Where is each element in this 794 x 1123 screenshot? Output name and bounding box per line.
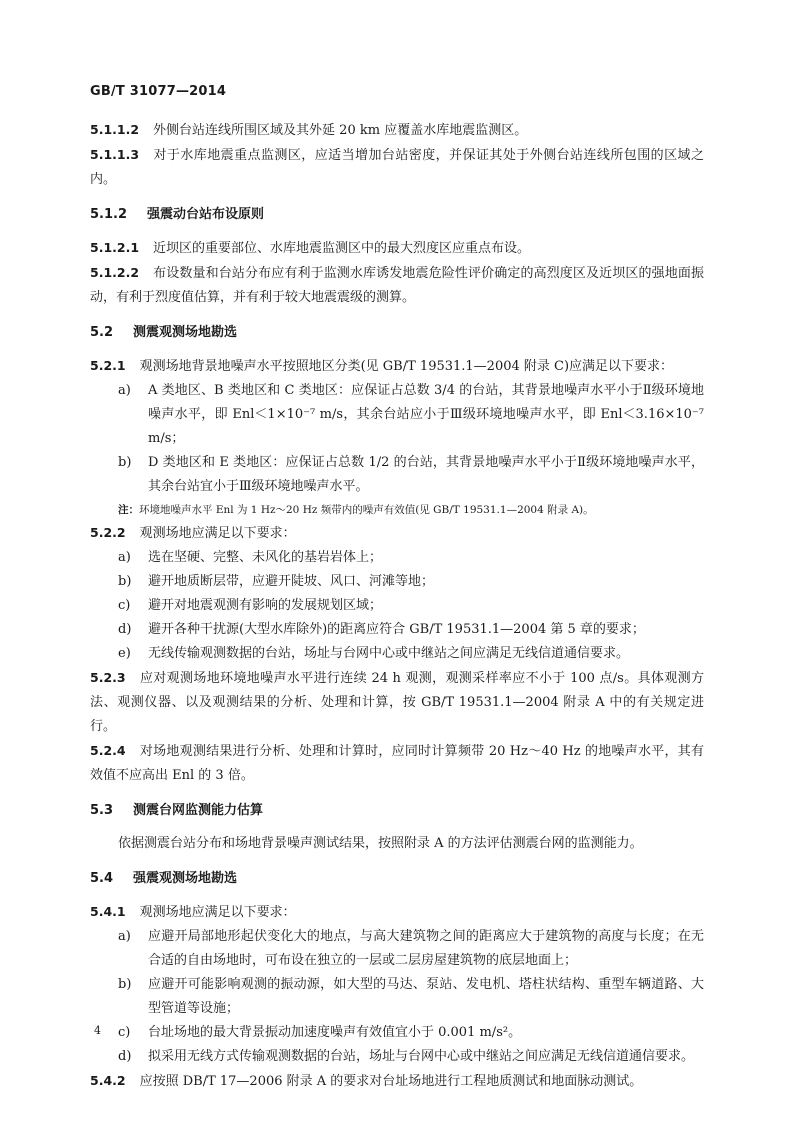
clause-number: 5.1.2.1 — [90, 240, 140, 255]
list-marker: d) — [118, 622, 132, 637]
section-heading — [90, 322, 704, 344]
clause-text: 近坝区的重要部位、水库地震监测区中的最大烈度区应重点布设。 — [153, 241, 531, 256]
clause-paragraph — [90, 143, 704, 192]
clause-paragraph — [90, 354, 704, 379]
list-item-text: 避开各种干扰源(大型水库除外)的距离应符合 GB/T 19531.1—2004 第 5 章的要求； — [148, 622, 645, 637]
clause-paragraph — [90, 666, 704, 739]
clause-text: 对于水库地震重点监测区，应适当增加台站密度，并保证其处于外侧台站连线所包围的区域之内。 — [90, 148, 704, 187]
section-heading — [90, 204, 704, 226]
clause-text: 应对观测场地环境地噪声水平进行连续 24 h 观测，观测采样率应不小于 100 点/s。具体观测方法、观测仪器、以及观测结果的分析、处理和计算，按 GB/T 19531.1—2004 附录 A 中的有关规定进行。 — [90, 671, 704, 734]
indented-paragraph: 依据测震台站分布和场地背景噪声测试结果，按照附录 A 的方法评估测震台网的监测能力。 — [118, 836, 643, 851]
clause-text: 外侧台站连线所围区域及其外延 20 km 应覆盖水库地震监测区。 — [153, 123, 528, 138]
section-title: 强震动台站布设原则 — [147, 207, 265, 222]
page-number: 4 — [94, 1024, 101, 1037]
list-item-text: 无线传输观测数据的台站，场址与台网中心或中继站之间应满足无线信道通信要求。 — [148, 646, 630, 661]
section-title: 强震观测场地勘选 — [133, 871, 238, 886]
list-item-text: D 类地区和 E 类地区：应保证占总数 1/2 的台站，其背景地噪声水平小于Ⅱ级环境地噪声水平，其余台站宜小于Ⅲ级环境地噪声水平。 — [148, 455, 704, 494]
section-title: 测震观测场地勘选 — [133, 325, 238, 340]
section-title: 测震台网监测能力估算 — [133, 803, 264, 818]
list-marker: d) — [118, 1049, 132, 1064]
clause-number: 5.1.2.2 — [90, 265, 140, 280]
clause-number: 5.4.1 — [90, 904, 126, 919]
note — [118, 499, 704, 521]
list-item-text: 应避开局部地形起伏变化大的地点，与高大建筑物之间的距离应大于建筑物的高度与长度；在无合适的自由场地时，可布设在独立的一层或二层房屋建筑物的底层地面上； — [148, 929, 704, 968]
clause-paragraph — [90, 236, 704, 261]
list-item-text: 避开对地震观测有影响的发展规划区域； — [148, 598, 383, 613]
clause-number: 5.2.3 — [90, 670, 126, 685]
list-marker: e) — [118, 646, 131, 661]
clause-text: 布设数量和台站分布应有利于监测水库诱发地震危险性评价确定的高烈度区及近坝区的强地面振动，有利于烈度值估算，并有利于较大地震震级的测算。 — [90, 266, 704, 305]
clause-paragraph — [90, 900, 704, 925]
list-marker: c) — [118, 1025, 131, 1040]
list-item — [90, 379, 704, 451]
section-number: 5.3 — [90, 803, 114, 818]
clause-paragraph — [90, 739, 704, 788]
standard-code-header: GB/T 31077—2014 — [90, 84, 227, 99]
list-item — [90, 594, 704, 618]
list-item — [90, 546, 704, 570]
list-marker: c) — [118, 598, 131, 613]
list-marker: a) — [118, 550, 131, 565]
list-item-text: 拟采用无线方式传输观测数据的台站，场址与台网中心或中继站之间应满足无线信道通信要求。 — [148, 1049, 695, 1064]
clause-text: 观测场地背景地噪声水平按照地区分类(见 GB/T 19531.1—2004 附录 C)应满足以下要求： — [139, 359, 674, 374]
clause-paragraph — [90, 261, 704, 310]
clause-paragraph — [90, 118, 704, 143]
clause-paragraph — [90, 1069, 704, 1094]
note-text: 环境地噪声水平 Enl 为 1 Hz～20 Hz 频带内的噪声有效值(见 GB/T 19531.1—2004 附录 A)。 — [139, 504, 594, 516]
clause-number: 5.2.4 — [90, 743, 126, 758]
list-item — [90, 1045, 704, 1069]
note-label: 注： — [118, 504, 139, 516]
list-item — [90, 925, 704, 973]
list-item — [90, 642, 704, 666]
list-marker: a) — [118, 929, 131, 944]
clause-text: 观测场地应满足以下要求： — [139, 905, 296, 920]
list-item — [90, 451, 704, 499]
list-marker: b) — [118, 574, 132, 589]
clause-number: 5.2.2 — [90, 525, 126, 540]
list-item — [90, 1021, 704, 1045]
list-item — [90, 570, 704, 594]
clause-number: 5.1.1.3 — [90, 147, 140, 162]
list-item-text: 应避开可能影响观测的振动源，如大型的马达、泵站、发电机、塔柱状结构、重型车辆道路、大型管道等设施； — [148, 977, 704, 1016]
list-item-text: 选在坚硬、完整、未风化的基岩岩体上； — [148, 550, 383, 565]
list-marker: a) — [118, 383, 131, 398]
list-marker: b) — [118, 977, 132, 992]
clause-text: 对场地观测结果进行分析、处理和计算时，应同时计算频带 20 Hz～40 Hz 的地噪声水平，其有效值不应高出 Enl 的 3 倍。 — [90, 744, 704, 783]
section-number: 5.2 — [90, 325, 114, 340]
clause-number: 5.2.1 — [90, 358, 126, 373]
clause-number: 5.1.1.2 — [90, 122, 140, 137]
document-body — [90, 118, 704, 1094]
clause-text: 观测场地应满足以下要求： — [139, 526, 296, 541]
clause-number: 5.4.2 — [90, 1073, 126, 1088]
section-heading — [90, 868, 704, 890]
list-item-text: 避开地质断层带，应避开陡坡、风口、河滩等地； — [148, 574, 435, 589]
section-number: 5.1.2 — [90, 207, 128, 222]
clause-text: 应按照 DB/T 17—2006 附录 A 的要求对台址场地进行工程地质测试和地面脉动测试。 — [139, 1074, 643, 1089]
section-heading — [90, 800, 704, 822]
section-number: 5.4 — [90, 871, 114, 886]
list-item — [90, 618, 704, 642]
list-item-text: 台址场地的最大背景振动加速度噪声有效值宜小于 0.001 m/s²。 — [148, 1025, 522, 1040]
list-item — [90, 973, 704, 1021]
list-item-text: A 类地区、B 类地区和 C 类地区：应保证占总数 3/4 的台站，其背景地噪声水平小于Ⅱ级环境地噪声水平，即 Enl＜1×10⁻⁷ m/s，其余台站应小于Ⅲ级环境地噪声水平，即 Enl＜3.16×10⁻⁷ m/s； — [148, 383, 704, 446]
clause-paragraph — [90, 521, 704, 546]
list-marker: b) — [118, 455, 132, 470]
